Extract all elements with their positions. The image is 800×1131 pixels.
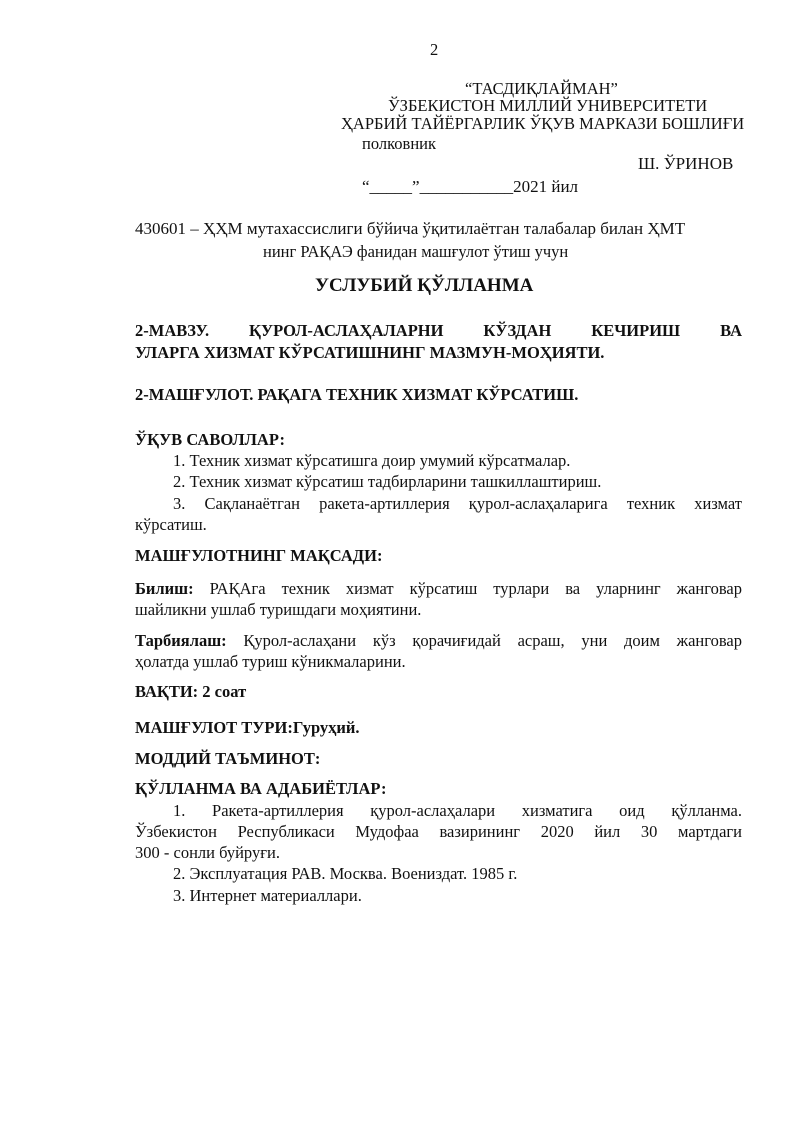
literature-item-2: 2. Эксплуатация РАВ. Москва. Воениздат. 1985 г. [173,864,518,883]
literature-item-1-line-1: 1. Ракета-артиллерия қурол-аслаҳалари хизматига оид қўлланма. [173,801,742,820]
literature-item-1 [135,800,742,863]
topic-line-1: 2-МАВЗУ. ҚУРОЛ-АСЛАҲАЛАРНИ КЎЗДАН КЕЧИРИШ ВА [135,321,742,340]
approval-date-line: “_____”___________2021 йил [362,177,579,196]
literature-item-3: 3. Интернет материаллари. [173,886,362,905]
literature-item-1-line-3: 300 - сонли буйруғи. [135,843,280,862]
goal-knowing-text: РАҚАга техник хизмат кўрсатиш турлари ва уларнинг жанговар [193,579,742,598]
approval-rank: полковник [362,134,436,153]
approval-university: ЎЗБЕКИСТОН МИЛЛИЙ УНИВЕРСИТЕТИ [388,96,708,115]
goal-upbringing-label: Тарбиялаш: [135,631,227,650]
question-item-2: 2. Техник хизмат кўрсатиш тадбирларини ташкиллаштириш. [173,472,602,491]
goal-knowing-label: Билиш: [135,579,194,598]
time-heading: ВАҚТИ: 2 соат [135,682,247,701]
questions-heading: ЎҚУВ САВОЛЛАР: [135,430,286,449]
goal-upbringing-text: Қурол-аслаҳани кўз қорачиғидай асраш, уни доим жанговар [226,631,742,650]
goal-knowing-line-1 [135,578,742,599]
intro-line-2: нинг РАҚАЭ фанидан машғулот ўтиш учун [263,242,569,261]
document-title: УСЛУБИЙ ҚЎЛЛАНМА [315,275,534,296]
intro-line-1: 430601 – ҲҲМ мутахассислиги бўйича ўқитилаётган талабалар билан ҲМТ [135,219,686,238]
goal-upbringing-line-1 [135,630,742,651]
lesson-heading: 2-МАШҒУЛОТ. РАҚАГА ТЕХНИК ХИЗМАТ КЎРСАТИШ. [135,385,579,404]
goal-knowing [135,578,742,620]
approval-signatory-name: Ш. ЎРИНОВ [638,154,734,173]
literature-heading: ҚЎЛЛАНМА ВА АДАБИЁТЛАР: [135,779,387,798]
question-item-3-line-2: кўрсатиш. [135,515,207,534]
literature-item-1-line-2: Ўзбекистон Республикаси Мудофаа вазирининг 2020 йил 30 мартдаги [135,822,742,841]
topic-heading [135,320,742,364]
question-item-1: 1. Техник хизмат кўрсатишга доир умумий кўрсатмалар. [173,451,571,470]
topic-line-2: УЛАРГА ХИЗМАТ КЎРСАТИШНИНГ МАЗМУН-МОҲИЯТИ. [135,343,605,362]
goal-upbringing-line-2: ҳолатда ушлаб туриш кўникмаларини. [135,652,406,671]
approval-title: “ТАСДИҚЛАЙМАН” [465,79,618,98]
lesson-type-heading: МАШҒУЛОТ ТУРИ:Гуруҳий. [135,718,360,737]
page-number: 2 [430,40,439,59]
question-item-3-line-1: 3. Сақланаётган ракета-артиллерия қурол-аслаҳаларига техник хизмат [173,494,742,513]
approval-center: ҲАРБИЙ ТАЙЁРГАРЛИК ЎҚУВ МАРКАЗИ БОШЛИҒИ [341,114,745,133]
goal-upbringing [135,630,742,672]
goal-knowing-line-2: шайликни ушлаб туришдаги моҳиятини. [135,600,422,619]
goal-heading: МАШҒУЛОТНИНГ МАҚСАДИ: [135,546,383,565]
material-support-heading: МОДДИЙ ТАЪМИНОТ: [135,749,321,768]
question-item-3 [135,493,742,535]
